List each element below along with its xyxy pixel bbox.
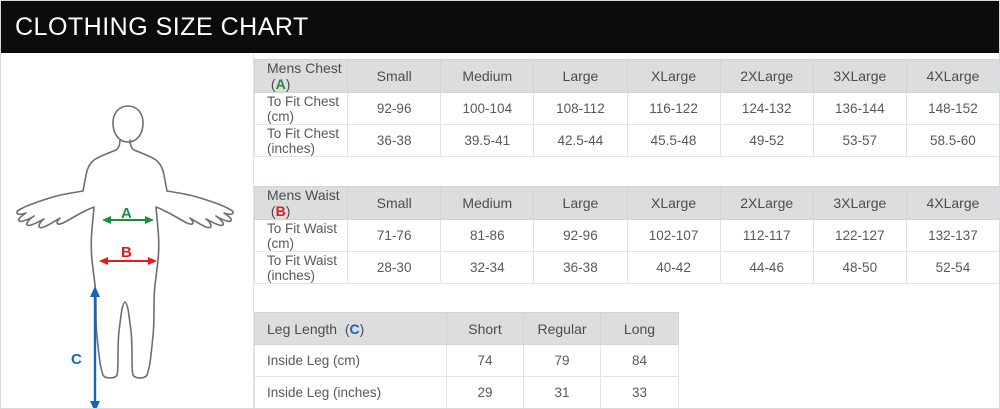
chest-cm-label: To Fit Chest (cm) — [255, 93, 348, 125]
table-row — [255, 377, 679, 409]
size-tables — [254, 54, 1000, 409]
table-header-row — [255, 187, 1000, 220]
chest-size-medium: Medium — [441, 60, 534, 93]
chest-size-3xlarge: 3XLarge — [813, 60, 906, 93]
table-header-row — [255, 313, 679, 345]
leg-cm-short: 74 — [447, 345, 524, 377]
waist-header-label — [255, 187, 348, 220]
chest-in-xlarge: 45.5-48 — [627, 125, 720, 157]
waist-size-4xlarge: 4XLarge — [906, 187, 999, 220]
chest-in-4xlarge: 58.5-60 — [906, 125, 999, 157]
chest-cm-2xlarge: 124-132 — [720, 93, 813, 125]
mens-chest-table-block — [254, 59, 1000, 157]
waist-in-xlarge: 40-42 — [627, 252, 720, 284]
chest-header-label — [255, 60, 348, 93]
leg-header-label — [255, 313, 447, 345]
leg-length-table-block — [254, 312, 678, 409]
table-row — [255, 252, 1000, 284]
mens-chest-table — [254, 59, 1000, 157]
waist-cm-4xlarge: 132-137 — [906, 220, 999, 252]
chest-header-marker-paren: ( — [267, 76, 276, 92]
waist-cm-medium: 81-86 — [441, 220, 534, 252]
waist-in-small: 28-30 — [348, 252, 441, 284]
chest-size-4xlarge: 4XLarge — [906, 60, 999, 93]
leg-cm-label: Inside Leg (cm) — [255, 345, 447, 377]
leg-marker-c: C — [349, 320, 360, 337]
waist-cm-label: To Fit Waist (cm) — [255, 220, 348, 252]
waist-size-2xlarge: 2XLarge — [720, 187, 813, 220]
waist-cm-small: 71-76 — [348, 220, 441, 252]
leg-cm-regular: 79 — [524, 345, 601, 377]
waist-marker-b: B — [275, 203, 286, 219]
chest-in-large: 42.5-44 — [534, 125, 627, 157]
chest-cm-medium: 100-104 — [441, 93, 534, 125]
chest-cm-xlarge: 116-122 — [627, 93, 720, 125]
waist-size-xlarge: XLarge — [627, 187, 720, 220]
waist-in-2xlarge: 44-46 — [720, 252, 813, 284]
chest-size-large: Large — [534, 60, 627, 93]
chest-size-small: Small — [348, 60, 441, 93]
table-row — [255, 345, 679, 377]
body-figure-panel — [2, 54, 254, 409]
waist-in-large: 36-38 — [534, 252, 627, 284]
table-header-row — [255, 60, 1000, 93]
table-row — [255, 93, 1000, 125]
mens-waist-table — [254, 186, 1000, 284]
leg-in-regular: 31 — [524, 377, 601, 409]
chest-header-marker-close: ) — [285, 76, 291, 92]
leg-cm-long: 84 — [601, 345, 679, 377]
waist-cm-xlarge: 102-107 — [627, 220, 720, 252]
leg-header-marker-close: ) — [359, 320, 365, 337]
waist-cm-large: 92-96 — [534, 220, 627, 252]
waist-in-3xlarge: 48-50 — [813, 252, 906, 284]
waist-header-marker-close: ) — [285, 203, 291, 219]
chest-in-medium: 39.5-41 — [441, 125, 534, 157]
leg-in-label: Inside Leg (inches) — [255, 377, 447, 409]
chest-cm-large: 108-112 — [534, 93, 627, 125]
waist-size-large: Large — [534, 187, 627, 220]
waist-in-4xlarge: 52-54 — [906, 252, 999, 284]
chest-in-label: To Fit Chest (inches) — [255, 125, 348, 157]
chest-in-small: 36-38 — [348, 125, 441, 157]
waist-cm-2xlarge: 112-117 — [720, 220, 813, 252]
chest-cm-3xlarge: 136-144 — [813, 93, 906, 125]
chest-header-text: Mens Chest — [267, 60, 342, 76]
leg-header-marker-paren: ( — [340, 320, 350, 337]
leg-in-short: 29 — [447, 377, 524, 409]
chest-in-3xlarge: 53-57 — [813, 125, 906, 157]
waist-size-medium: Medium — [441, 187, 534, 220]
page-title: CLOTHING SIZE CHART — [15, 13, 309, 41]
leg-size-regular: Regular — [524, 313, 601, 345]
chest-size-2xlarge: 2XLarge — [720, 60, 813, 93]
figure-label-a: A — [121, 205, 132, 222]
table-row — [255, 220, 1000, 252]
waist-header-text: Mens Waist — [267, 187, 340, 203]
chest-marker-a: A — [275, 76, 286, 92]
chest-size-xlarge: XLarge — [627, 60, 720, 93]
chest-in-2xlarge: 49-52 — [720, 125, 813, 157]
body-outline-illustration — [2, 54, 254, 409]
waist-cm-3xlarge: 122-127 — [813, 220, 906, 252]
mens-waist-table-block — [254, 186, 1000, 284]
figure-label-c: C — [71, 351, 82, 368]
chest-cm-small: 92-96 — [348, 93, 441, 125]
leg-header-text: Leg Length — [267, 320, 338, 337]
waist-header-marker-paren: ( — [267, 203, 276, 219]
leg-size-short: Short — [447, 313, 524, 345]
waist-in-label: To Fit Waist (inches) — [255, 252, 348, 284]
leg-length-table — [254, 312, 679, 409]
leg-in-long: 33 — [601, 377, 679, 409]
title-bar — [1, 1, 1000, 53]
figure-label-b: B — [121, 244, 132, 261]
waist-size-3xlarge: 3XLarge — [813, 187, 906, 220]
chest-cm-4xlarge: 148-152 — [906, 93, 999, 125]
leg-size-long: Long — [601, 313, 679, 345]
waist-size-small: Small — [348, 187, 441, 220]
waist-in-medium: 32-34 — [441, 252, 534, 284]
table-row — [255, 125, 1000, 157]
